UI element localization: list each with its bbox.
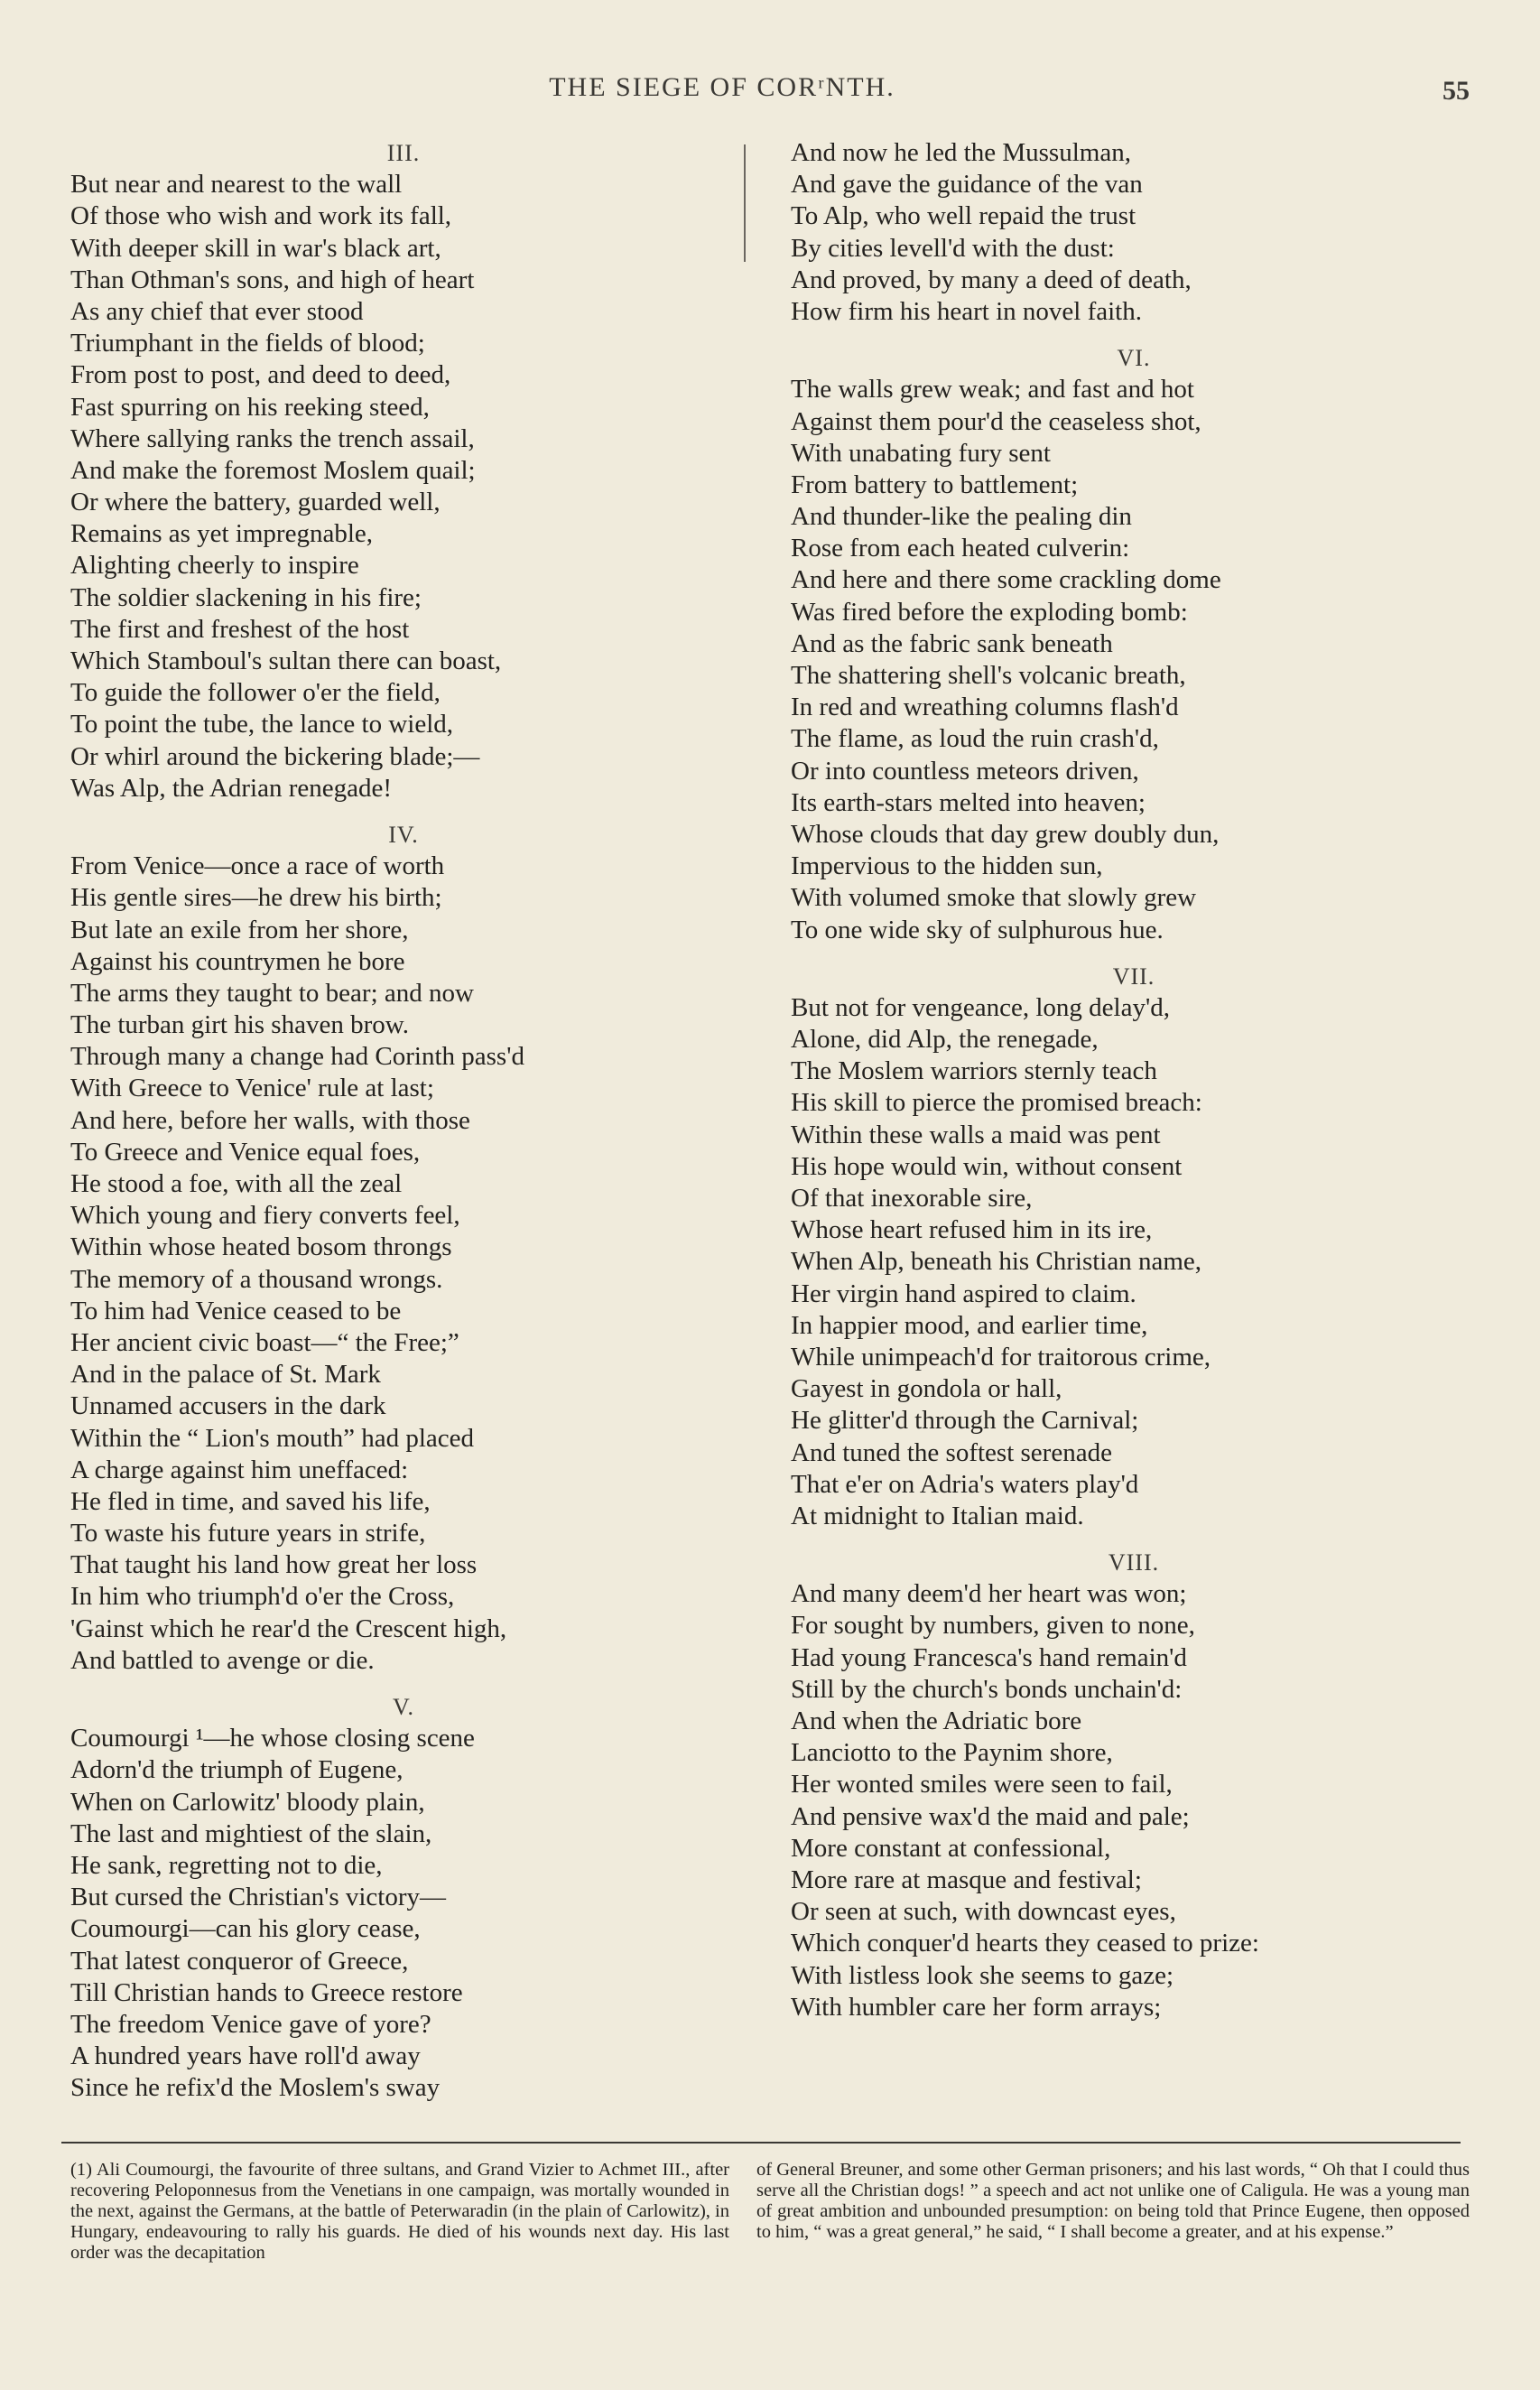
verse-line: And in the palace of St. Mark	[70, 1360, 381, 1390]
verse-line: But near and nearest to the wall	[70, 170, 403, 200]
verse-line: And many deem'd her heart was won;	[791, 1579, 1187, 1609]
verse-line: The last and mightiest of the slain,	[70, 1818, 432, 1848]
verse-line: He sank, regretting not to die,	[70, 1850, 383, 1880]
verse-line: A hundred years have roll'd away	[70, 2041, 421, 2071]
verse-line: Triumphant in the fields of blood;	[70, 329, 425, 358]
verse-line: Its earth-stars melted into heaven;	[791, 787, 1146, 817]
verse-line: With volumed smoke that slowly grew	[791, 883, 1197, 913]
verse-line: And tuned the softest serenade	[791, 1437, 1112, 1467]
verse-line: Whose heart refused him in its ire,	[791, 1215, 1153, 1245]
verse-line: From battery to battlement;	[791, 470, 1079, 499]
verse-line: Which young and fiery converts feel,	[70, 1201, 460, 1231]
stanza-gap	[791, 328, 1477, 342]
verse-line: Against his countrymen he bore	[70, 946, 405, 976]
verse-line: Alighting cheerly to inspire	[70, 551, 359, 581]
verse-line: The first and freshest of the host	[70, 614, 410, 644]
stanza-gap	[791, 1532, 1477, 1547]
verse-line: With unabating fury sent	[791, 438, 1051, 468]
verse-line: Gayest in gondola or hall,	[791, 1374, 1062, 1404]
verse-line: Impervious to the hidden sun,	[791, 851, 1103, 881]
left-column	[70, 137, 737, 2104]
verse-line: Her wonted smiles were seen to fail,	[791, 1770, 1173, 1799]
verse-line: The memory of a thousand wrongs.	[70, 1264, 443, 1294]
verse-line: Of that inexorable sire,	[791, 1184, 1033, 1213]
verse-line: Which Stamboul's sultan there can boast,	[70, 646, 502, 675]
footnote-left: (1) Ali Coumourgi, the favourite of three sultans, and Grand Vizier to Achmet III., after recovering Peloponnesus from the Venetians in one campaign, was mortally wounded in the next, against the Germans, at the battle of Peterwaradin (in the plain of Carlowitz), in Hungary, endeavouring to rally his guards. He died of his wounds next day. His last order was the decapitation	[70, 2160, 729, 2263]
verse-line: In red and wreathing columns flash'd	[791, 693, 1179, 722]
verse-line: Her ancient civic boast—“ the Free;”	[70, 1327, 459, 1357]
verse-line: In happier mood, and earlier time,	[791, 1310, 1148, 1340]
page-number: 55	[1443, 76, 1470, 106]
verse-line: While unimpeach'd for traitorous crime,	[791, 1342, 1211, 1372]
right-column	[791, 137, 1477, 2023]
verse-line: And here and there some crackling dome	[791, 565, 1221, 595]
stanza	[791, 961, 1477, 1532]
stanza	[791, 137, 1477, 328]
footnote-rule	[61, 2142, 1461, 2144]
verse-line: Till Christian hands to Greece restore	[70, 1977, 463, 2007]
footnote-right: of General Breuner, and some other German prisoners; and his last words, “ Oh that I could thus serve all the Christian dogs! ” a speech and act not unlike one of Caligula. He was a young man of great ambition and unbounded presumption: on being told that Prince Eugene, then opposed to him, “ was a great general,” he said, “ I shall become a greater, and at his expense.”	[756, 2160, 1470, 2242]
verse-line: Or whirl around the bickering blade;—	[70, 741, 480, 771]
verse-line: The turban girt his shaven brow.	[70, 1010, 410, 1040]
verse-line: And now he led the Mussulman,	[791, 138, 1131, 167]
verse-line: To one wide sky of sulphurous hue.	[791, 915, 1164, 944]
verse-line: With humbler care her form arrays;	[791, 1992, 1162, 2022]
verse-line: The arms they taught to bear; and now	[70, 978, 474, 1008]
verse-line: He glitter'd through the Carnival;	[791, 1406, 1139, 1436]
verse-line: But late an exile from her shore,	[70, 915, 409, 944]
verse-line: And battled to avenge or die.	[70, 1645, 375, 1675]
verse-line: By cities levell'd with the dust:	[791, 233, 1115, 263]
verse-line: To him had Venice ceased to be	[70, 1296, 402, 1325]
verse-line: Within whose heated bosom throngs	[70, 1232, 452, 1262]
verse-line: His skill to pierce the promised breach:	[791, 1088, 1202, 1118]
verse-line: The Moslem warriors sternly teach	[791, 1056, 1157, 1086]
stanza-gap	[70, 1677, 737, 1691]
verse-line: His gentle sires—he drew his birth;	[70, 883, 442, 913]
verse-line: At midnight to Italian maid.	[791, 1501, 1084, 1530]
verse-line: Against them pour'd the ceaseless shot,	[791, 406, 1201, 436]
stanza-gap	[791, 946, 1477, 961]
verse-line: His hope would win, without consent	[791, 1151, 1183, 1181]
verse-line: Unnamed accusers in the dark	[70, 1391, 386, 1421]
verse-line: More constant at confessional,	[791, 1833, 1111, 1863]
stanza-number: VIII.	[1108, 1549, 1160, 1576]
verse-line: As any chief that ever stood	[70, 296, 364, 326]
verse-line: Of those who wish and work its fall,	[70, 201, 452, 231]
verse-line: From post to post, and deed to deed,	[70, 360, 451, 390]
stanza	[70, 1691, 737, 2104]
stanza-number: III.	[386, 140, 421, 166]
verse-line: With listless look she seems to gaze;	[791, 1960, 1174, 1990]
verse-line: And thunder-like the pealing din	[791, 502, 1132, 532]
verse-line: But cursed the Christian's victory—	[70, 1883, 446, 1912]
verse-line: Still by the church's bonds unchain'd:	[791, 1674, 1183, 1704]
verse-line: That latest conqueror of Greece,	[70, 1946, 409, 1976]
verse-line: Or seen at such, with downcast eyes,	[791, 1897, 1176, 1927]
verse-line: Had young Francesca's hand remain'd	[791, 1642, 1187, 1672]
verse-line: And proved, by many a deed of death,	[791, 265, 1192, 294]
verse-line: Or into countless meteors driven,	[791, 756, 1139, 786]
verse-line: For sought by numbers, given to none,	[791, 1611, 1195, 1641]
verse-line: The flame, as loud the ruin crash'd,	[791, 724, 1159, 754]
verse-line: To Greece and Venice equal foes,	[70, 1137, 421, 1167]
verse-line: That e'er on Adria's waters play'd	[791, 1469, 1139, 1499]
verse-line: The soldier slackening in his fire;	[70, 582, 422, 612]
verse-line: But not for vengeance, long delay'd,	[791, 992, 1170, 1022]
verse-line: To waste his future years in strife,	[70, 1519, 426, 1548]
stanza-number: IV.	[388, 821, 419, 848]
verse-line: To Alp, who well repaid the trust	[791, 201, 1136, 231]
verse-line: Than Othman's sons, and high of heart	[70, 265, 475, 294]
verse-line: He stood a foe, with all the zeal	[70, 1169, 403, 1198]
verse-line: Where sallying ranks the trench assail,	[70, 423, 475, 453]
stanza-gap	[70, 804, 737, 819]
verse-line: Remains as yet impregnable,	[70, 519, 374, 549]
verse-line: In him who triumph'd o'er the Cross,	[70, 1582, 455, 1612]
verse-line: The walls grew weak; and fast and hot	[791, 375, 1194, 405]
verse-line: And make the foremost Moslem quail;	[70, 455, 476, 485]
verse-line: To guide the follower o'er the field,	[70, 678, 441, 708]
verse-line: And when the Adriatic bore	[791, 1706, 1082, 1735]
verse-line: Within the “ Lion's mouth” had placed	[70, 1423, 474, 1453]
verse-line: Her virgin hand aspired to claim.	[791, 1279, 1136, 1308]
stanza-number: VII.	[1112, 963, 1155, 990]
verse-line: The shattering shell's volcanic breath,	[791, 661, 1186, 690]
verse-line: Through many a change had Corinth pass'd	[70, 1042, 524, 1072]
verse-line: Whose clouds that day grew doubly dun,	[791, 819, 1220, 849]
verse-line: Which conquer'd hearts they ceased to prize:	[791, 1929, 1259, 1958]
verse-line: Since he refix'd the Moslem's sway	[70, 2073, 441, 2103]
stanza	[791, 342, 1477, 946]
verse-line: Rose from each heated culverin:	[791, 534, 1130, 563]
verse-line: The freedom Venice gave of yore?	[70, 2009, 431, 2039]
column-divider	[744, 144, 746, 262]
verse-line: A charge against him uneffaced:	[70, 1455, 409, 1484]
stanza	[791, 1547, 1477, 2023]
stanza	[70, 819, 737, 1677]
verse-line: Alone, did Alp, the renegade,	[791, 1025, 1099, 1055]
verse-line: Adorn'd the triumph of Eugene,	[70, 1755, 404, 1785]
verse-line: With deeper skill in war's black art,	[70, 233, 441, 263]
verse-line: Within these walls a maid was pent	[791, 1120, 1161, 1149]
stanza	[70, 137, 737, 804]
running-title: THE SIEGE OF CORʳNTH.	[549, 72, 895, 102]
verse-line: From Venice—once a race of worth	[70, 851, 445, 881]
verse-line: Coumourgi ¹—he whose closing scene	[70, 1724, 475, 1753]
verse-line: How firm his heart in novel faith.	[791, 296, 1142, 326]
verse-line: Lanciotto to the Paynim shore,	[791, 1738, 1113, 1768]
verse-line: With Greece to Venice' rule at last;	[70, 1074, 434, 1103]
verse-line: Was fired before the exploding bomb:	[791, 597, 1188, 627]
verse-line: When on Carlowitz' bloody plain,	[70, 1787, 425, 1817]
verse-line: He fled in time, and saved his life,	[70, 1486, 431, 1516]
verse-line: Or where the battery, guarded well,	[70, 488, 441, 517]
page-header	[0, 72, 1540, 117]
stanza-number: VI.	[1117, 345, 1151, 372]
stanza-number: V.	[393, 1694, 414, 1720]
verse-line: And gave the guidance of the van	[791, 170, 1143, 200]
verse-line: 'Gainst which he rear'd the Crescent high,	[70, 1613, 507, 1643]
verse-line: And as the fabric sank beneath	[791, 628, 1113, 658]
verse-line: Coumourgi—can his glory cease,	[70, 1914, 421, 1944]
verse-line: Fast spurring on his reeking steed,	[70, 392, 430, 422]
verse-line: Was Alp, the Adrian renegade!	[70, 773, 393, 803]
verse-line: To point the tube, the lance to wield,	[70, 710, 453, 739]
verse-line: More rare at masque and festival;	[791, 1865, 1142, 1894]
verse-line: When Alp, beneath his Christian name,	[791, 1247, 1202, 1277]
verse-line: And here, before her walls, with those	[70, 1105, 470, 1135]
verse-line: That taught his land how great her loss	[70, 1550, 478, 1580]
verse-line: And pensive wax'd the maid and pale;	[791, 1801, 1190, 1831]
